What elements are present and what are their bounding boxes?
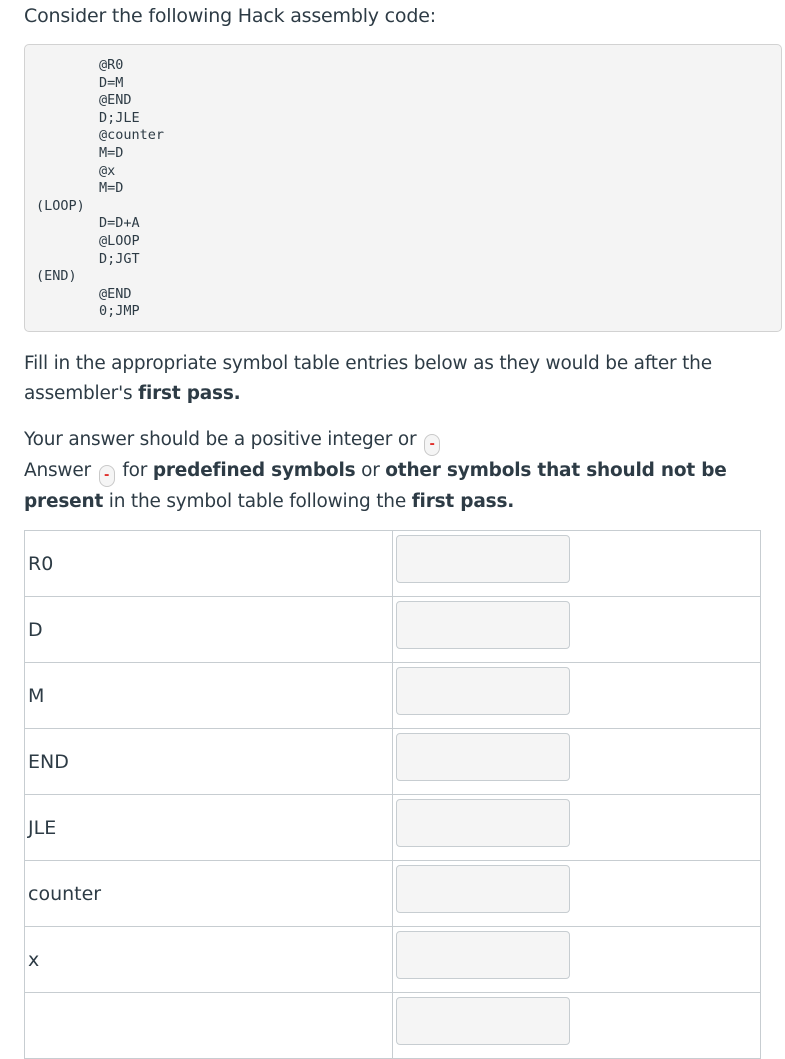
instruction-text [24, 349, 724, 409]
question-intro: Consider the following Hack assembly code: [24, 5, 436, 27]
symbol-cell: R0 [25, 531, 393, 597]
answer-cell [393, 729, 761, 795]
answer-input[interactable] [396, 931, 570, 979]
table-row [25, 597, 761, 663]
code-instruction: D=M [99, 74, 124, 91]
code-instruction: D=D+A [99, 215, 140, 232]
code-block [24, 44, 782, 332]
code-instruction: M=D [99, 180, 124, 197]
symbol-cell: D [25, 597, 393, 663]
code-label: (END) [36, 268, 77, 285]
answer-cell [393, 993, 761, 1059]
answer-cell [393, 927, 761, 993]
or-text: or [361, 460, 380, 481]
answer-input[interactable] [396, 733, 570, 781]
code-instruction: D;JGT [99, 250, 140, 267]
answer-cell [393, 597, 761, 663]
code-instruction: 0;JMP [99, 303, 140, 320]
code-instruction: M=D [99, 145, 124, 161]
answer-input[interactable] [396, 535, 570, 583]
other-symbols-text: other symbols that should not be present [24, 460, 727, 512]
answer-cell [393, 795, 761, 861]
answer-format-text [24, 425, 782, 517]
symbol-cell: END [25, 729, 393, 795]
answer-input[interactable] [396, 997, 570, 1045]
dash-chip: - [99, 465, 115, 487]
code-instruction: @x [99, 162, 116, 179]
instruction-text-main: Fill in the appropriate symbol table entries below as they would be after the assembler's [24, 353, 712, 404]
table-row [25, 531, 761, 597]
code-instruction: @counter [99, 127, 165, 144]
for-text: for [122, 460, 148, 481]
code-instruction: @END [99, 92, 132, 109]
first-pass-text: first pass. [411, 491, 515, 512]
answer-input[interactable] [396, 601, 570, 649]
symbol-cell: JLE [25, 795, 393, 861]
symbol-cell [25, 993, 393, 1059]
answer-input[interactable] [396, 865, 570, 913]
code-instruction: @R0 [99, 57, 124, 73]
table-row [25, 663, 761, 729]
table-row [25, 993, 761, 1059]
code-label: (LOOP) [36, 197, 85, 214]
code-instruction: D;JLE [99, 109, 140, 126]
answer-intro-text: Your answer should be a positive integer or [24, 429, 417, 450]
instruction-text-bold: first pass. [138, 383, 241, 404]
answer-cell [393, 531, 761, 597]
answer-input[interactable] [396, 667, 570, 715]
answer-cell [393, 663, 761, 729]
answer-label: Answer [24, 460, 91, 481]
table-row [25, 795, 761, 861]
code-instruction: @END [99, 285, 132, 302]
predefined-symbols-text: predefined symbols [152, 460, 356, 481]
dash-chip: - [424, 434, 440, 456]
answer-input[interactable] [396, 799, 570, 847]
symbol-cell: counter [25, 861, 393, 927]
answer-cell [393, 861, 761, 927]
in-the-text: in the symbol table following the [108, 491, 407, 512]
code-instruction: @LOOP [99, 233, 140, 249]
symbol-cell: M [25, 663, 393, 729]
table-row [25, 927, 761, 993]
table-row [25, 861, 761, 927]
symbol-table [24, 530, 761, 1059]
symbol-cell: x [25, 927, 393, 993]
table-row [25, 729, 761, 795]
